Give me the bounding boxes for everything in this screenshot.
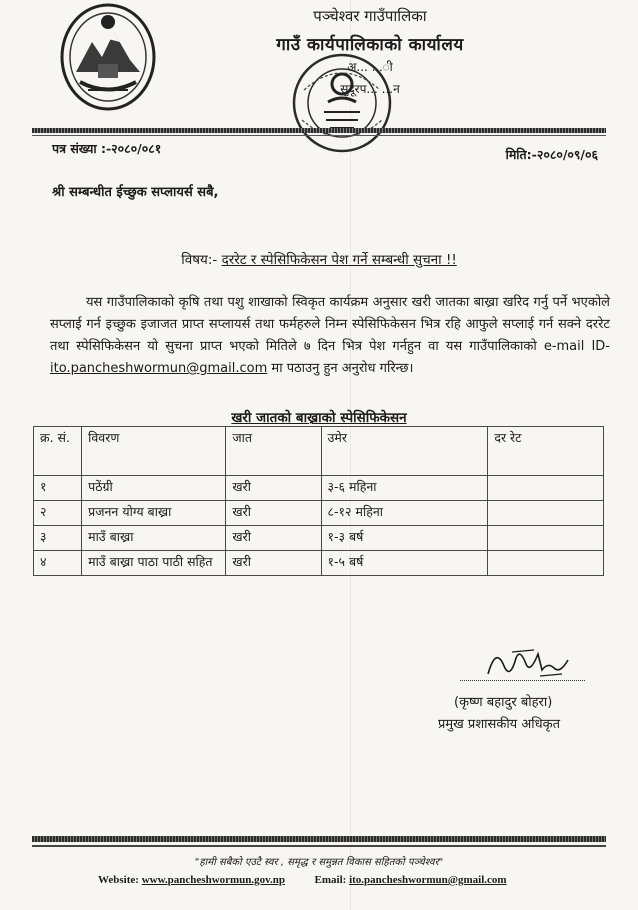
nepal-emblem-icon	[58, 2, 158, 112]
letterhead-line-2: गाउँ कार्यपालिकाको कार्यालय	[276, 35, 464, 55]
cell-age: १-५ बर्ष	[321, 551, 488, 576]
header-rate: दर रेट	[488, 427, 604, 476]
subject-prefix: विषय:-	[181, 252, 218, 268]
header-breed: जात	[226, 427, 321, 476]
cell-rate[interactable]	[488, 476, 604, 501]
body-part-2: मा पठाउनु हुन अनुरोध गरिन्छ।	[271, 361, 414, 376]
footer-motto: "हामी सबैको एउटै स्वर , समृद्ध र समुन्नत विकास सहितको पञ्चेश्वर"	[194, 857, 444, 868]
cell-description: प्रजनन योग्य बाख्रा	[82, 501, 226, 526]
cell-breed: खरी	[226, 501, 321, 526]
cell-description: माउँ बाख्रा	[82, 526, 226, 551]
letter-date: मिति:-२०८०/०९/०६	[505, 147, 598, 162]
footer-contact	[98, 874, 507, 886]
cell-serial-number: २	[34, 501, 82, 526]
table-row	[34, 476, 604, 501]
header-description: विवरण	[82, 427, 226, 476]
table-row	[34, 526, 604, 551]
email-label: Email:	[314, 874, 347, 886]
footer-email-link[interactable]: ito.pancheshwormun@gmail.com	[349, 874, 507, 886]
website-label: Website:	[98, 874, 139, 886]
table-header-row	[34, 427, 604, 476]
header-rule-thin	[32, 135, 606, 136]
letterhead-line-1: पञ्चेश्वर गाउँपालिका	[313, 7, 427, 25]
cell-serial-number: १	[34, 476, 82, 501]
cell-description: माउँ बाख्रा पाठा पाठी सहित	[82, 551, 226, 576]
subject-text: दररेट र स्पेसिफिकेसन पेश गर्ने सम्बन्धी सुचना !!	[221, 252, 457, 268]
header-age: उमेर	[321, 427, 488, 476]
table-row	[34, 551, 604, 576]
cell-serial-number: ३	[34, 526, 82, 551]
cell-age: ३-६ महिना	[321, 476, 488, 501]
office-stamp-icon	[288, 50, 396, 156]
header-rule	[32, 128, 606, 133]
reference-number: पत्र संख्या :-२०८०/०८१	[52, 141, 162, 156]
header-serial-number: क्र. सं.	[34, 427, 82, 476]
footer-rule-thin	[32, 845, 606, 847]
cell-rate[interactable]	[488, 551, 604, 576]
cell-breed: खरी	[226, 551, 321, 576]
cell-breed: खरी	[226, 526, 321, 551]
footer-rule	[32, 836, 606, 842]
cell-age: १-३ बर्ष	[321, 526, 488, 551]
salutation: श्री सम्बन्धीत ईच्छुक सप्लायर्स सबै,	[52, 185, 219, 200]
cell-description: पठेंग्री	[82, 476, 226, 501]
cell-rate[interactable]	[488, 501, 604, 526]
cell-rate[interactable]	[488, 526, 604, 551]
signatory-name: (कृष्ण बहादुर बोहरा)	[454, 695, 553, 710]
body-email-link[interactable]: ito.pancheshwormun@gmail.com	[50, 361, 268, 376]
table-row	[34, 501, 604, 526]
signatory-title: प्रमुख प्रशासकीय अधिकृत	[438, 717, 561, 732]
notice-body	[50, 292, 610, 380]
signature-line	[460, 680, 585, 681]
cell-age: ८-१२ महिना	[321, 501, 488, 526]
specification-table	[33, 426, 604, 576]
subject-line	[30, 250, 608, 268]
body-part-1: यस गाउँपालिकाको कृषि तथा पशु शाखाको स्विकृत कार्यक्रम अनुसार खरी जातका बाख्रा खरिद गर्नु पर्ने भएकोले सप्लाई गर्न इच्छुक इजाजत प्राप्त सप्लायर्स तथा फर्महरुले निम्न स्पेसिफिकेसन भित्र रहि आफुले सप्लाई गर्न सक्ने दररेट तथा स्पेसिफिकेसन यो सुचना प्राप्त भएको मितिले ७ दिन भित्र पेश गर्नहुन वा यस गाउँपालिकाको e-mail ID-	[50, 295, 610, 354]
cell-breed: खरी	[226, 476, 321, 501]
letterhead-line-4: सुदूरप... ...न	[340, 82, 400, 96]
letterhead-line-3: अ... ...ी	[347, 60, 393, 74]
cell-serial-number: ४	[34, 551, 82, 576]
table-caption: खरी जातको बाख्राको स्पेसिफिकेसन	[231, 410, 407, 426]
website-link[interactable]: www.pancheshwormun.gov.np	[141, 874, 286, 886]
